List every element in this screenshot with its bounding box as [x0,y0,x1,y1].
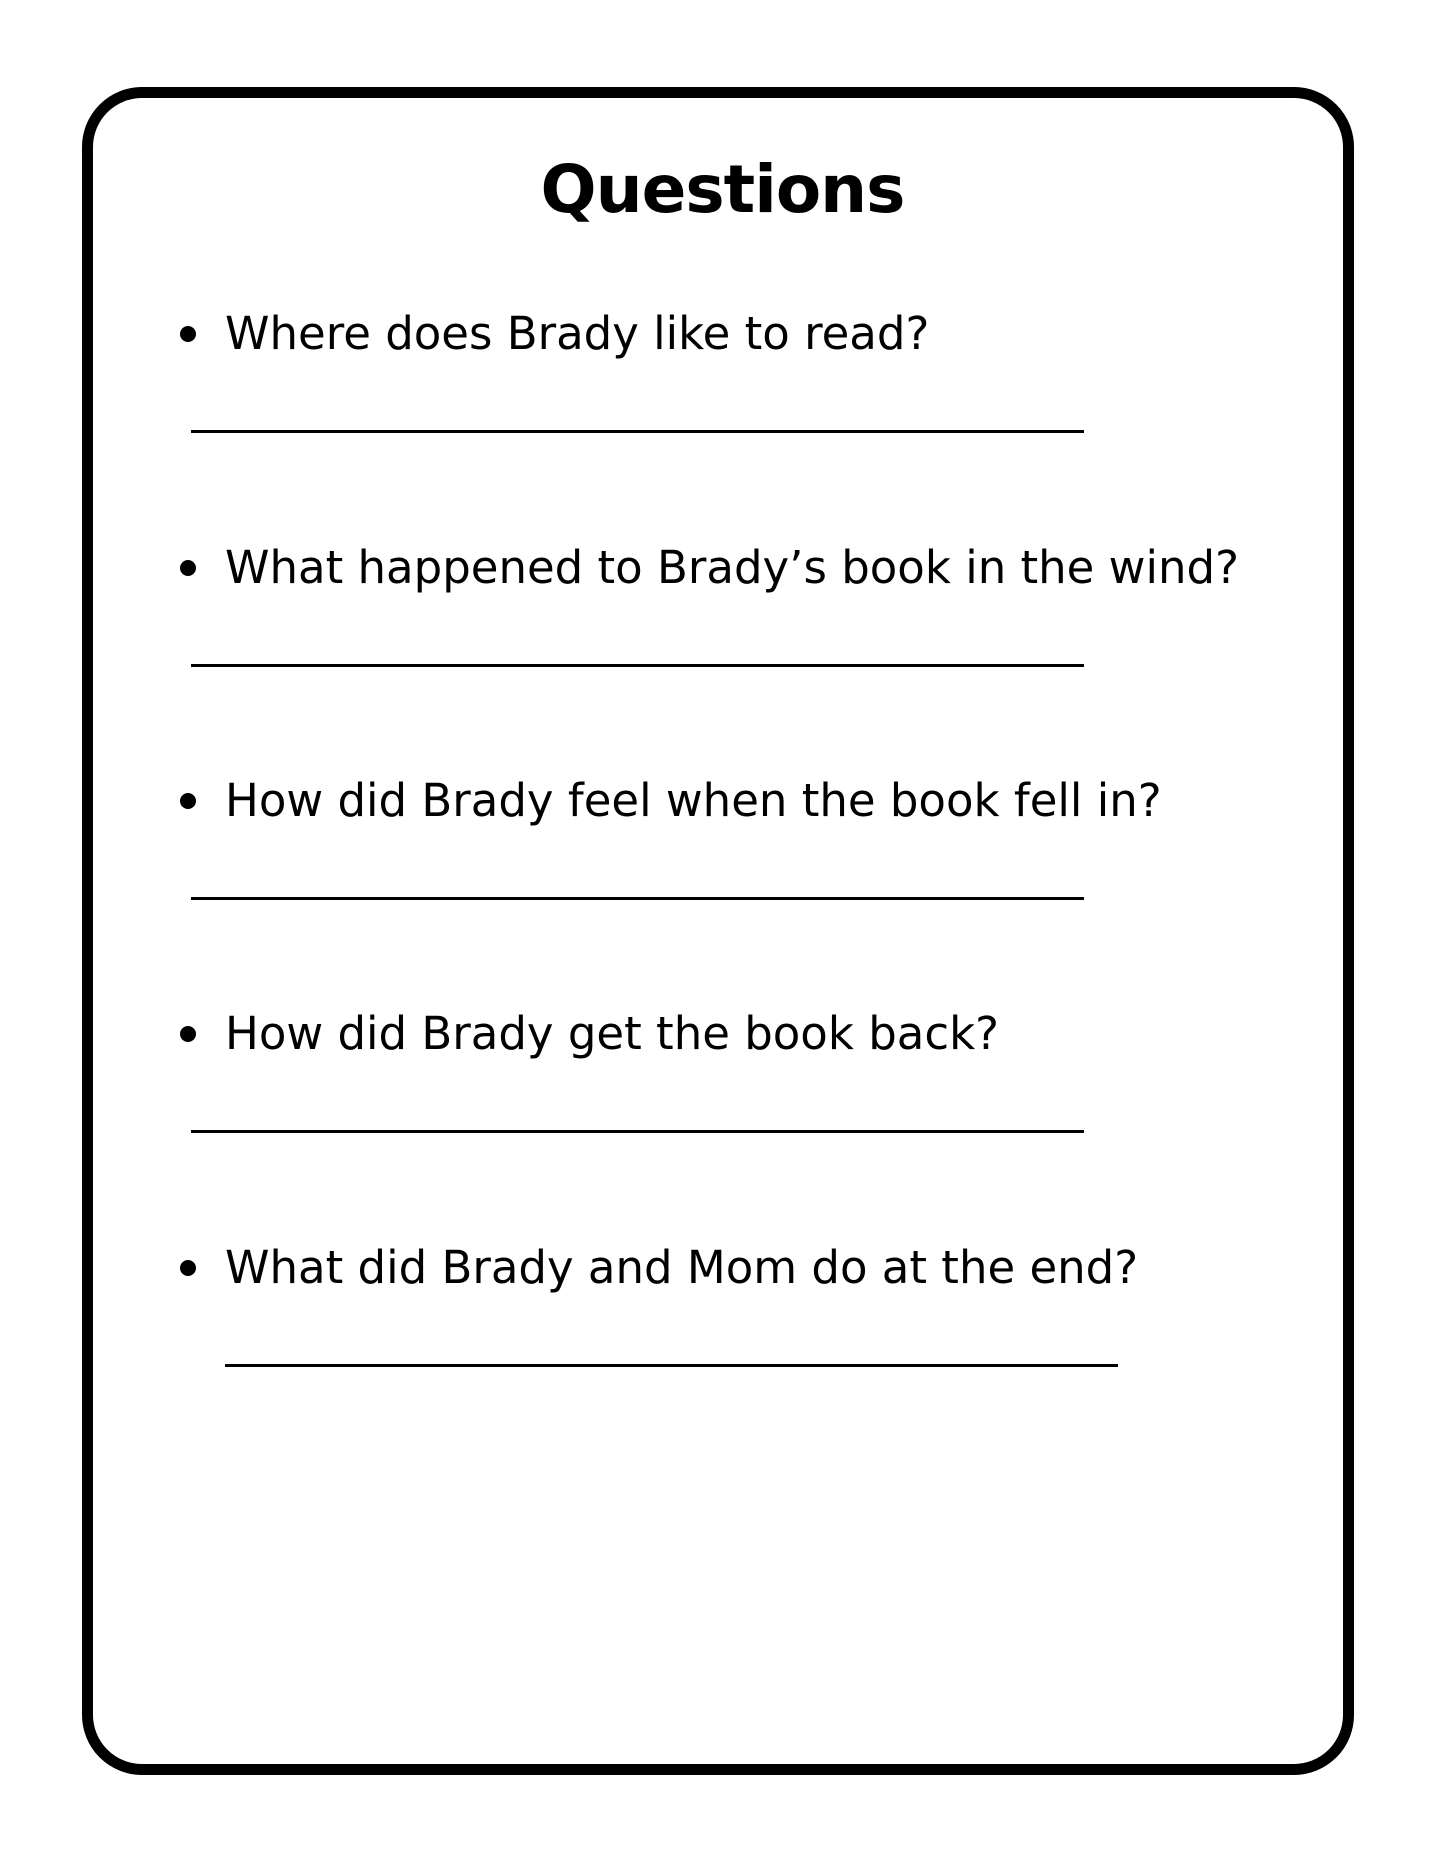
answer-line[interactable] [191,897,1084,900]
question-text: What did Brady and Mom do at the end? [225,1241,1139,1294]
question-item [0,996,1445,1226]
bullet-icon [180,793,196,809]
question-text: Where does Brady like to read? [225,307,930,360]
bullet-icon [180,326,196,342]
question-item [0,530,1445,760]
answer-line[interactable] [191,1130,1084,1133]
bullet-icon [180,1260,196,1276]
page-title: Questions [540,151,905,228]
question-item [0,296,1445,526]
question-text: How did Brady get the book back? [225,1007,1000,1060]
answer-line[interactable] [191,430,1084,433]
question-item [0,1230,1445,1460]
bullet-icon [180,560,196,576]
question-text: How did Brady feel when the book fell in? [225,774,1162,827]
answer-line[interactable] [225,1364,1118,1367]
bullet-icon [180,1026,196,1042]
answer-line[interactable] [191,664,1084,667]
question-text: What happened to Brady’s book in the wind? [225,541,1239,594]
question-item [0,763,1445,993]
